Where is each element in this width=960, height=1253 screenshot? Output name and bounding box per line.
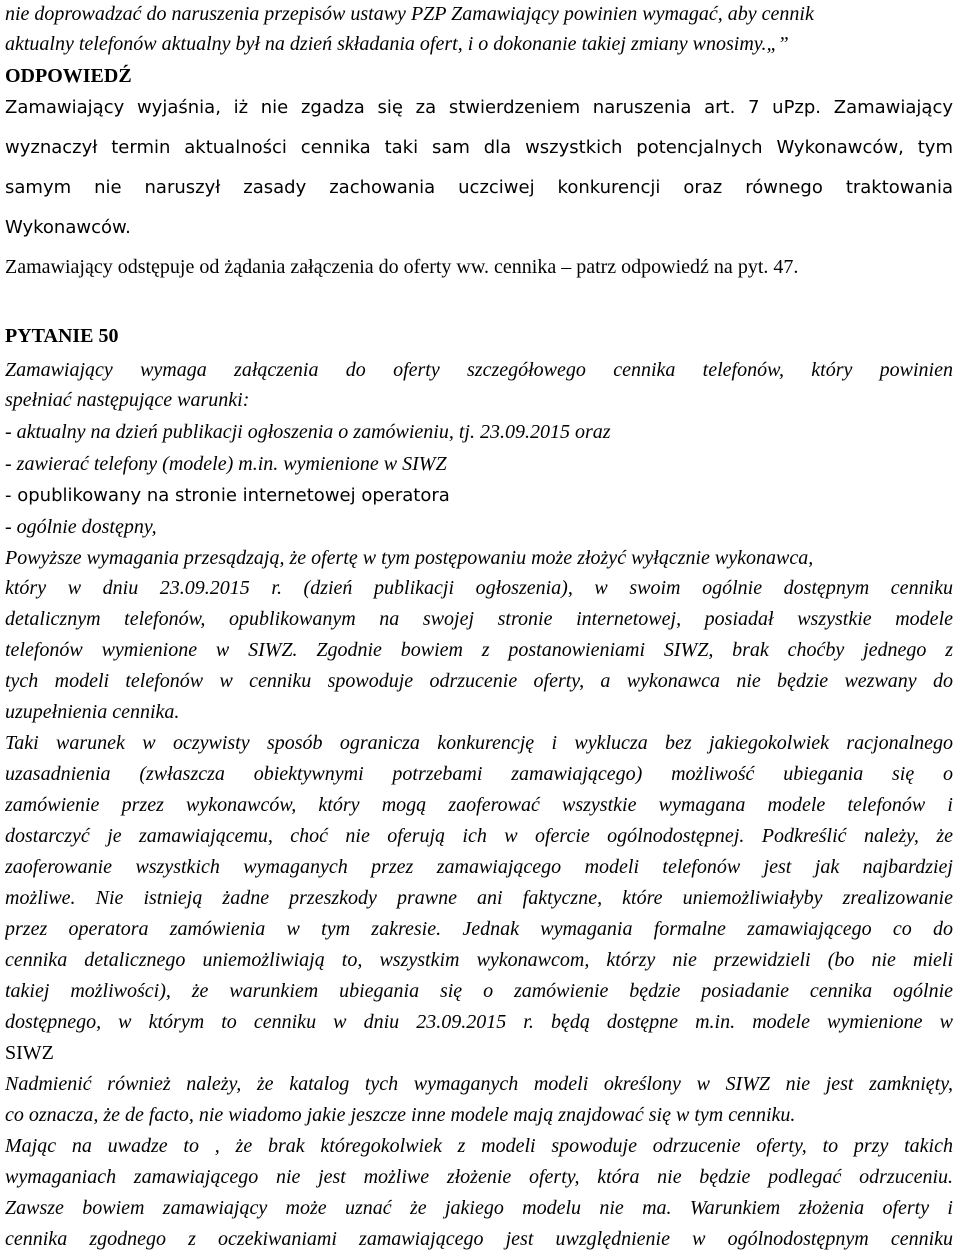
text-line: możliwe. Nie istnieją żadne przeszkody prawne ani faktyczne, które uniemożliwiałyby zrealizowanie [5, 887, 953, 909]
text-line: dostarczyć je zamawiającemu, choć nie oferują ich w ofercie ogólnodostępnej. Podkreślić należy, że [5, 825, 953, 847]
text-line: co oznacza, że de facto, nie wiadomo jakie jeszcze inne modele mają znajdować się w tym cenniku. [5, 1104, 796, 1126]
text-line: uzupełnienia cennika. [5, 701, 180, 723]
text-line: ODPOWIEDŹ [5, 65, 132, 87]
text-line: takiej możliwości), że warunkiem ubiegania się o zamówienie będzie posiadanie cennika ogólnie [5, 980, 953, 1002]
text-line: nie doprowadzać do naruszenia przepisów ustawy PZP Zamawiający powinien wymagać, aby cennik [5, 3, 814, 25]
text-line: - zawierać telefony (modele) m.in. wymienione w SIWZ [5, 453, 447, 475]
text-line: - opublikowany na stronie internetowej operatora [5, 485, 450, 506]
text-line: uzasadnienia (zwłaszcza obiektywnymi potrzebami zamawiającego) możliwość ubiegania się o [5, 763, 953, 785]
text-line: - ogólnie dostępny, [5, 516, 157, 538]
text-line: Mając na uwadze to , że brak któregokolwiek z modeli spowoduje odrzucenie oferty, to przy takich [5, 1135, 953, 1157]
text-line: zaoferowanie wszystkich wymaganych przez zamawiającego modeli telefonów jest jak najbardziej [5, 856, 953, 878]
text-line: cennika detalicznego uniemożliwiają to, wszystkim wykonawcom, którzy nie przewidzieli (bo nie mieli [5, 949, 953, 971]
text-line: Powyższe wymagania przesądzają, że ofertę w tym postępowaniu może złożyć wyłącznie wykonawca, [5, 547, 814, 569]
text-line: PYTANIE 50 [5, 325, 119, 347]
text-line: - aktualny na dzień publikacji ogłoszenia o zamówieniu, tj. 23.09.2015 oraz [5, 421, 611, 443]
text-line: wymaganiach zamawiającego nie jest możliwe złożenie oferty, która nie będzie podlegać odrzuceniu. [5, 1166, 953, 1188]
text-line: detalicznym telefonów, opublikowanym na swojej stronie internetowej, posiadał wszystkie modele [5, 608, 953, 630]
text-line: telefonów wymienione w SIWZ. Zgodnie bowiem z postanowieniami SIWZ, brak choćby jednego z [5, 639, 953, 661]
text-line: Zamawiający wymaga załączenia do oferty szczegółowego cennika telefonów, który powinien [5, 359, 953, 381]
text-line: samym nie naruszył zasady zachowania uczciwej konkurencji oraz równego traktowania [5, 177, 953, 198]
text-line: dostępnego, w którym to cenniku w dniu 23.09.2015 r. będą dostępne m.in. modele wymienione w [5, 1011, 953, 1033]
text-line: przez operatora zamówienia w tym zakresie. Jednak wymagania formalne zamawiającego co do [5, 918, 953, 940]
text-line: aktualny telefonów aktualny był na dzień składania ofert, i o dokonanie takiej zmiany wnosimy.„” [5, 33, 789, 55]
text-line: zamówienie przez wykonawców, który mogą zaoferować wszystkie wymagana modele telefonów i [5, 794, 953, 816]
text-line: Taki warunek w oczywisty sposób ogranicza konkurencję i wyklucza bez jakiegokolwiek racjonalnego [5, 732, 953, 754]
text-line: spełniać następujące warunki: [5, 389, 250, 411]
text-line: Wykonawców. [5, 217, 131, 238]
text-line: SIWZ [5, 1042, 54, 1064]
text-line: Zamawiający odstępuje od żądania załączenia do oferty ww. cennika – patrz odpowiedź na pyt. 47. [5, 256, 799, 278]
text-line: Zawsze bowiem zamawiający może uznać że jakiego modelu nie ma. Warunkiem złożenia oferty i [5, 1197, 953, 1219]
text-line: który w dniu 23.09.2015 r. (dzień publikacji ogłoszenia), w swoim ogólnie dostępnym cenniku [5, 577, 953, 599]
text-line: tych modeli telefonów w cenniku spowoduje odrzucenie oferty, a wykonawca nie będzie wezwany do [5, 670, 953, 692]
text-line: Zamawiający wyjaśnia, iż nie zgadza się za stwierdzeniem naruszenia art. 7 uPzp. Zamawiający [5, 97, 953, 118]
text-line: wyznaczył termin aktualności cennika taki sam dla wszystkich potencjalnych Wykonawców, tym [5, 137, 953, 158]
text-line: Nadmienić również należy, że katalog tych wymaganych modeli określony w SIWZ nie jest zamknięty, [5, 1073, 953, 1095]
text-line: cennika zgodnego z oczekiwaniami zamawiającego jest uwzględnienie w ogólnodostępnym cenniku [5, 1228, 953, 1250]
